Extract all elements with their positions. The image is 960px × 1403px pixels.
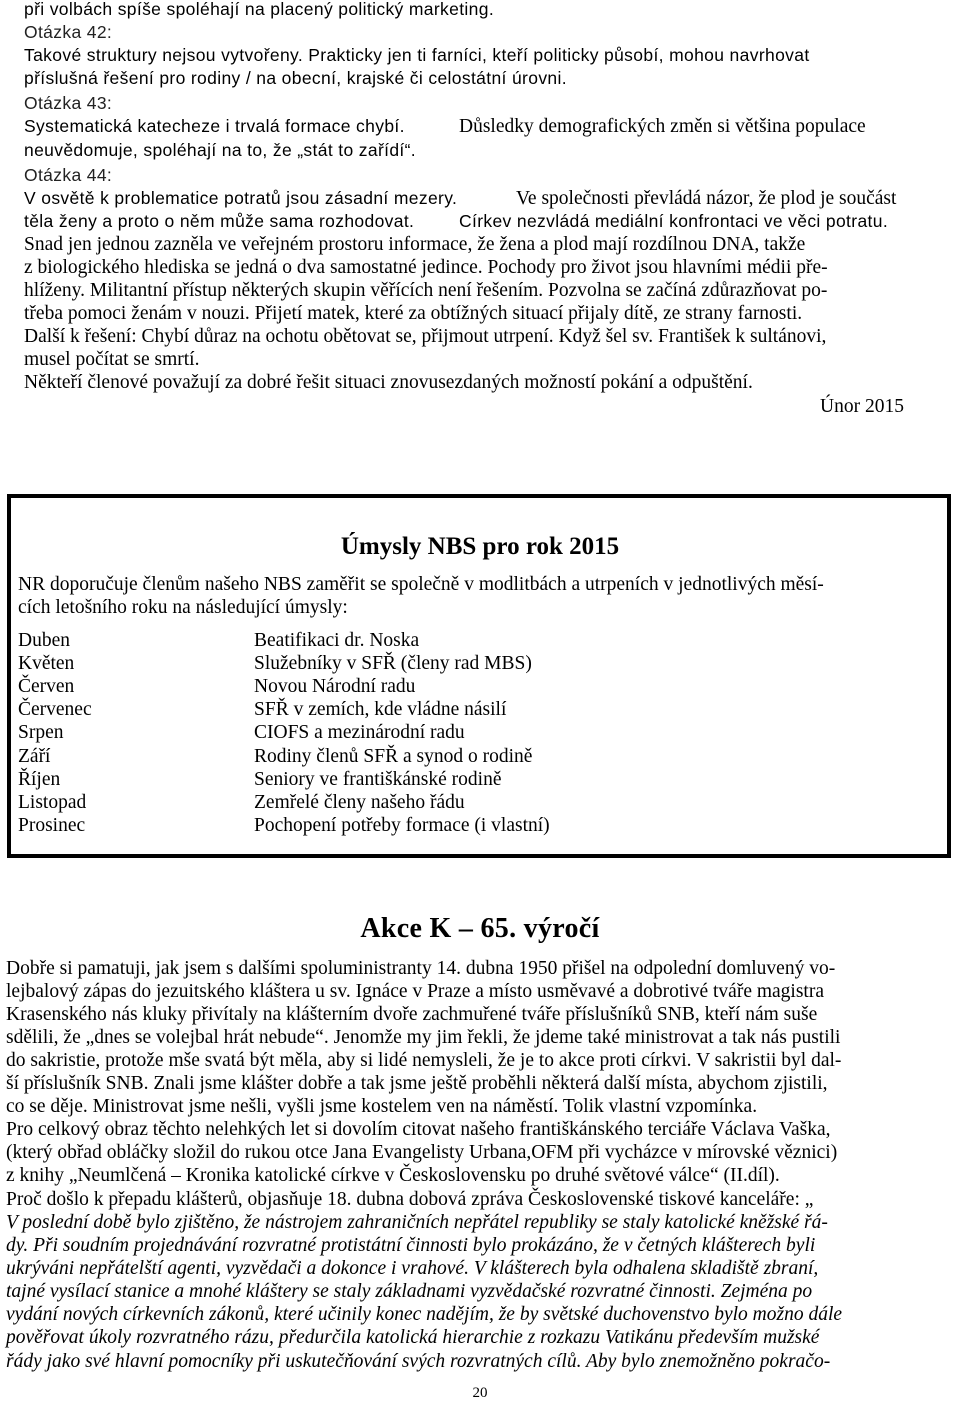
text-line: Někteří členové považují za dobré řešit situaci znovusezdaných možností pokání a odpuštění. xyxy=(24,372,753,393)
intention-text: Pochopení potřeby formace (i vlastní) xyxy=(254,815,550,836)
text-line: těla ženy a proto o něm může sama rozhodovat. xyxy=(24,211,415,231)
page-number: 20 xyxy=(472,1385,488,1401)
text-line: ší příslušník SNB. Znali jsme klášter dobře a tak jsme ještě proběhli některá další místa, abychom zjistili, xyxy=(6,1073,828,1094)
text-line: příslušná řešení pro rodiny / na obecní, krajské či celostátní úrovni. xyxy=(24,68,567,88)
text-line: hlíženy. Militantní přístup některých skupin věřících není řešením. Pozvolna se začíná zdůrazňovat po- xyxy=(24,280,828,301)
month-label: Listopad xyxy=(18,792,87,813)
month-label: Červen xyxy=(18,676,75,697)
month-label: Říjen xyxy=(18,769,61,790)
text-line: Snad jen jednou zazněla ve veřejném prostoru informace, že žena a plod mají rozdílnou DNA, takže xyxy=(24,234,806,255)
month-label: Září xyxy=(18,746,51,767)
text-line: z knihy „Neumlčená – Kronika katolické církve v Československu po druhé světové válce“ (II.díl). xyxy=(6,1165,780,1186)
akce-title: Akce K – 65. výročí xyxy=(360,913,600,944)
intention-text: Seniory ve františkánské rodině xyxy=(254,769,502,790)
month-label: Duben xyxy=(18,630,70,651)
quote-line: dy. Při soudním projednávání rozvratné protistátní činnosti bylo prokázáno, že v četných klášterech byli xyxy=(6,1235,816,1256)
text-line: třeba pomoci ženám v nouzi. Přijetí matek, které za obtížných situací přijaly dítě, ze strany farnosti. xyxy=(24,303,803,324)
quote-line: tajné vysílací stanice a mnohé kláštery se staly základnami vyzvědačské rozvratné činnosti. Zejména po xyxy=(6,1281,813,1302)
question-heading: Otázka 44: xyxy=(24,165,113,185)
intention-text: Služebníky v SFŘ (členy rad MBS) xyxy=(254,653,532,674)
text-line: lejbalový zápas do jezuitského kláštera u sv. Ignáce v Praze a místo usměvavé a dobrotivé tváře magistra xyxy=(6,981,824,1002)
text-line: Systematická katecheze i trvalá formace chybí. xyxy=(24,116,405,136)
intention-text: Zemřelé členy našeho řádu xyxy=(254,792,465,813)
quote-line: ukrýváni nepřátelští agenti, vyzvědači a dokonce i vrahové. V klášterech byla odhalena skladiště zbraní, xyxy=(6,1258,819,1279)
intention-text: SFŘ v zemích, kde vládne násilí xyxy=(254,699,507,720)
date-signature: Únor 2015 xyxy=(820,396,904,417)
text-line: do sakristie, protože mše svatá být měla, aby si lidé nemysleli, že je to akce proti církvi. V sakristii byl dal- xyxy=(6,1050,842,1071)
text-line: V osvětě k problematice potratů jsou zásadní mezery. xyxy=(24,188,458,208)
text-line: sdělili, že „dnes se volejbal hrát nebude“. Jenomže my jim řekli, že jdeme také ministrovat a tak nás pustili xyxy=(6,1027,841,1048)
text-line: musel počítat se smrtí. xyxy=(24,349,200,370)
intention-text: Beatifikaci dr. Noska xyxy=(254,630,420,651)
month-label: Prosinec xyxy=(18,815,86,836)
intentions-title: Úmysly NBS pro rok 2015 xyxy=(340,533,620,560)
intentions-intro: cích letošního roku na následující úmysly: xyxy=(18,597,348,618)
text-line: při volbách spíše spoléhají na placený politický marketing. xyxy=(24,0,495,19)
text-line: (který obřad obláčky složil do rukou otce Jana Evangelisty Urbana,OFM při vycházce v mírovské věznici) xyxy=(6,1142,838,1163)
text-line: z biologického hlediska se jedná o dva samostatné jedince. Pochody pro život jsou hlavními médii pře- xyxy=(24,257,828,278)
quote-line: řády jako své hlavní pomocníky při uskutečňování svých rozvratných cílů. Aby bylo znemožněno pokračo- xyxy=(6,1351,831,1372)
quote-line: pověřovat úkoly rozvratného rázu, předurčila katolická hierarchie z rozkazu Vatikánu především mužské xyxy=(6,1327,820,1348)
intention-text: Rodiny členů SFŘ a synod o rodině xyxy=(254,746,533,767)
intention-text: CIOFS a mezinárodní radu xyxy=(254,722,465,743)
text-line: Pro celkový obraz těchto nelehkých let si dovolím citovat našeho františkánského terciáře Václava Vaška, xyxy=(6,1119,831,1140)
month-label: Červenec xyxy=(18,699,92,720)
question-heading: Otázka 43: xyxy=(24,93,113,113)
text-line: Dobře si pamatuji, jak jsem s dalšími spoluministranty 14. dubna 1950 přišel na odpolední domluvený vo- xyxy=(6,958,836,979)
text-line: Ve společnosti převládá názor, že plod je součást xyxy=(516,188,897,209)
quote-line: vydání nových církevních zákonů, které učinily konec nadějím, že by světské duchovenstvo bylo možno dále xyxy=(6,1304,843,1325)
text-line: Důsledky demografických změn si většina populace xyxy=(459,116,866,137)
quote-line: V poslední době bylo zjištěno, že nástrojem zahraničních nepřátel republiky se staly katolické kněžské řá- xyxy=(6,1212,828,1233)
text-line: Proč došlo k přepadu klášterů, objasňuje 18. dubna dobová zpráva Československé tiskové kanceláře: „ xyxy=(6,1189,814,1210)
question-heading: Otázka 42: xyxy=(24,22,113,42)
text-line: co se děje. Ministrovat jsme nešli, vyšli jsme kostelem ven na náměstí. Tolik vlastní vzpomínka. xyxy=(6,1096,758,1117)
text-line: Církev nezvládá mediální konfrontaci ve věci potratu. xyxy=(459,211,889,231)
text-line: Další k řešení: Chybí důraz na ochotu obětovat se, přijmout utrpení. Když šel sv. František k sultánovi, xyxy=(24,326,827,347)
text-line: neuvědomuje, spoléhají na to, že „stát to zařídí“. xyxy=(24,140,417,160)
text-line: Krasenského nás kluky přivítaly na klášterním dvoře zachmuřené tváře příslušníků SNB, kteří nám suše xyxy=(6,1004,818,1025)
text-line: Takové struktury nejsou vytvořeny. Prakticky jen ti farníci, kteří politicky působí, mohou navrhovat xyxy=(24,45,810,65)
intentions-intro: NR doporučuje členům našeho NBS zaměřit se společně v modlitbách a utrpeních v jednotlivých měsí- xyxy=(18,574,824,595)
month-label: Květen xyxy=(18,653,75,674)
intention-text: Novou Národní radu xyxy=(254,676,416,697)
month-label: Srpen xyxy=(18,722,64,743)
